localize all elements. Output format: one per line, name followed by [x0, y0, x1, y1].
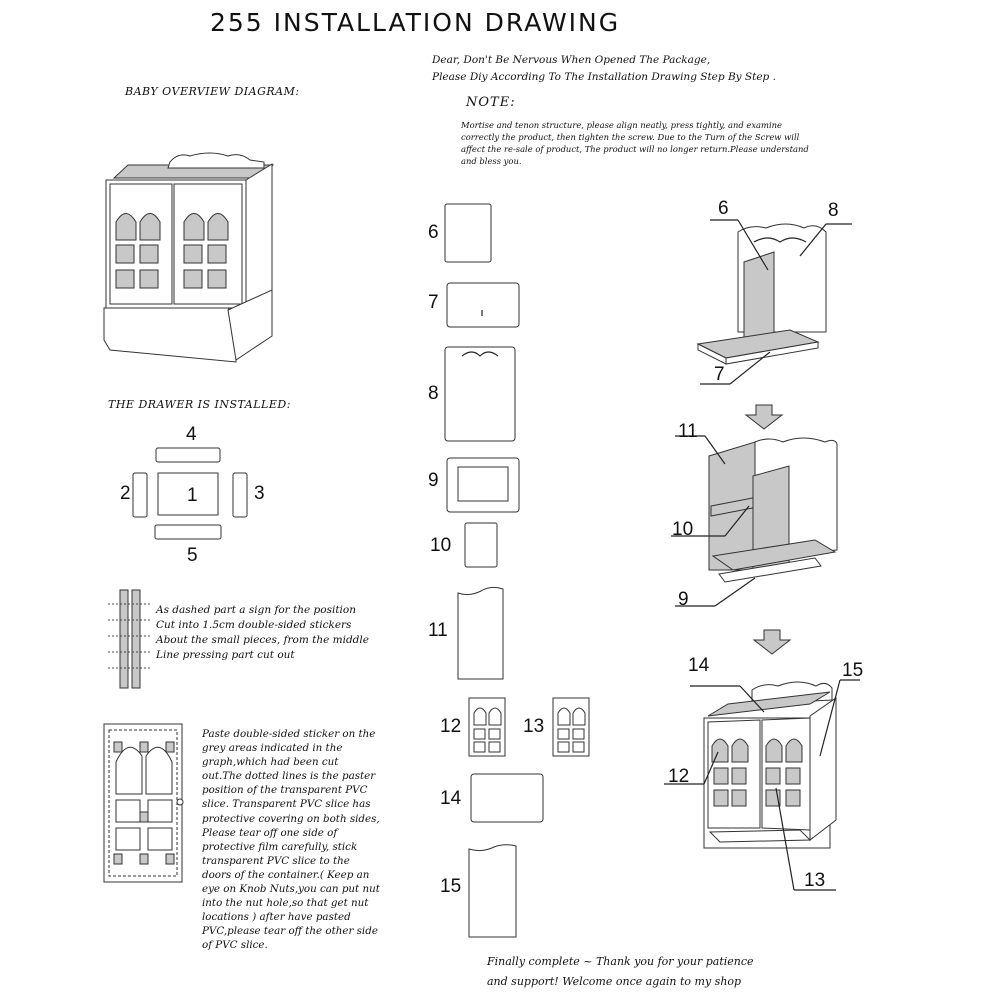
overview-drawing	[100, 150, 290, 365]
part-10-label: 10	[430, 535, 452, 556]
intro-line-2: Please Diy According To The Installation Drawing Step By Step .	[432, 71, 776, 83]
drawer-part-5-label: 5	[187, 545, 198, 566]
intro-line-1: Dear, Don't Be Nervous When Opened The Package,	[432, 54, 711, 66]
part-15-drawing	[468, 843, 518, 939]
part-9-label: 9	[428, 470, 439, 491]
dashed-note-line: Line pressing part cut out	[156, 649, 295, 661]
part-10-drawing	[464, 522, 500, 570]
page-title: 255 INSTALLATION DRAWING	[210, 8, 621, 37]
part-8-label: 8	[428, 383, 439, 404]
step1-label-7: 7	[714, 364, 725, 385]
closing-message	[487, 952, 754, 992]
part-15-label: 15	[440, 876, 462, 897]
part-8-drawing	[444, 346, 518, 444]
assembly-step-3	[660, 660, 860, 870]
dashed-strip-diagram	[108, 588, 152, 690]
drawer-part-4-label: 4	[186, 424, 197, 445]
dashed-note	[156, 603, 369, 663]
dashed-note-line: About the small pieces, from the middle	[156, 634, 369, 646]
closing-line-1: Finally complete ~ Thank you for your patience	[487, 955, 754, 968]
part-14-label: 14	[440, 788, 462, 809]
step1-label-8: 8	[828, 200, 839, 221]
dashed-note-line: Cut into 1.5cm double-sided stickers	[156, 619, 352, 631]
part-13-drawing	[552, 697, 592, 759]
part-11-label: 11	[428, 620, 448, 641]
part-14-drawing	[470, 773, 546, 825]
step2-label-11: 11	[678, 421, 698, 442]
step3-label-13: 13	[804, 870, 826, 891]
note-heading: NOTE:	[466, 95, 516, 110]
part-9-drawing	[446, 457, 522, 515]
pvc-instructions: Paste double-sided sticker on the grey areas indicated in the graph,which had been cut out.The dotted lines is the paster position of the transparent PVC slice. Transparent PVC slice has protective covering on both sides, Please tear off one side of protective film carefully, stick transparent PVC slice to the doors of the container.( Keep an eye on Knob Nuts,you can put nut into the nut hole,so that get nut locations ) after have pasted PVC,please tear off the other side of PVC slice.	[202, 728, 380, 952]
drawer-label: THE DRAWER IS INSTALLED:	[108, 398, 291, 411]
step3-label-12: 12	[668, 766, 690, 787]
down-arrow-icon	[742, 405, 786, 429]
dashed-note-line: As dashed part a sign for the position	[156, 604, 356, 616]
step2-label-9: 9	[678, 589, 689, 610]
part-6-drawing	[444, 203, 494, 265]
step3-label-15: 15	[842, 660, 864, 681]
drawer-part-1-label: 1	[187, 485, 198, 506]
step1-label-6: 6	[718, 198, 729, 219]
intro-text	[432, 52, 776, 86]
part-11-drawing	[457, 585, 505, 681]
part-7-label: 7	[428, 292, 439, 313]
drawer-part-3-label: 3	[254, 483, 265, 504]
part-12-drawing	[468, 697, 508, 759]
part-7-drawing	[446, 282, 522, 330]
step2-label-10: 10	[672, 519, 694, 540]
overview-label: BABY OVERVIEW DIAGRAM:	[125, 85, 300, 98]
door-panel-diagram	[102, 722, 186, 884]
step3-label-14: 14	[688, 655, 710, 676]
assembly-step-2	[665, 430, 855, 615]
closing-line-2: and support! Welcome once again to my shop	[487, 975, 742, 988]
part-12-label: 12	[440, 716, 462, 737]
down-arrow-icon	[750, 630, 794, 654]
part-13-label: 13	[523, 716, 545, 737]
note-body: Mortise and tenon structure, please align neatly, press tightly, and examine correctly the product, then tighten the screw. Due to the Turn of the Screw will affect the re-sale of product, The product will no longer return.Please understand and bless you.	[461, 120, 809, 166]
part-6-label: 6	[428, 222, 439, 243]
drawer-part-2-label: 2	[120, 483, 131, 504]
